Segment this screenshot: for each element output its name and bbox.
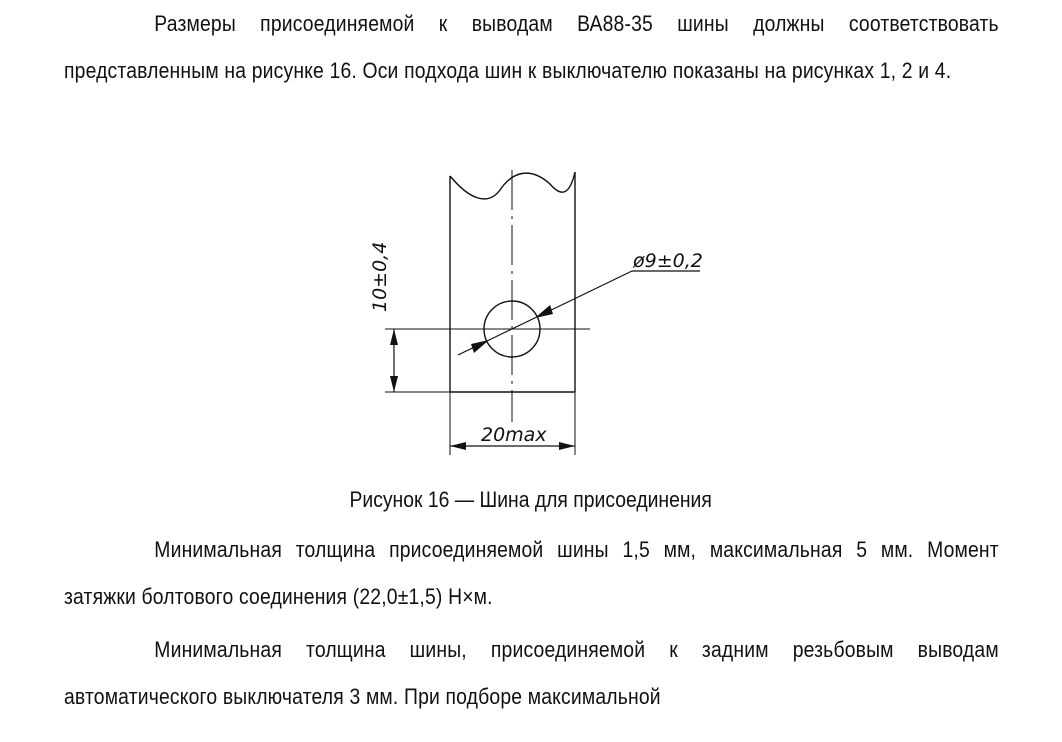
width-arrow-right [559,442,575,450]
diameter-arrow-inner [471,340,489,353]
mounting-hole [484,301,540,357]
figure-caption: Рисунок 16 — Шина для присоединения [349,487,713,512]
diameter-leader-line [458,271,632,355]
paragraph-rear-terminals: Минимальная толщина шины, присоединяемой к задним резьбовым выводам автоматического выключателя 3 мм. При подборе максимальной [64,637,999,709]
paragraph-busbar-thickness: Минимальная толщина присоединяемой шины 1,5 мм, максимальная 5 мм. Момент затяжки болтового соединения (22,0±1,5) Н×м. [64,537,999,609]
paragraph-busbar-dimensions: Размеры присоединяемой к выводам ВА88-35 шины должны соответствовать представленным на рисунке 16. Оси подхода шин к выключателю показаны на рисунках 1, 2 и 4. [64,11,999,83]
busbar-break-line [450,172,575,199]
diameter-arrow-outer [535,305,553,318]
width-arrow-left [450,442,466,450]
height-dimension-label: 10±0,4 [369,241,391,312]
height-arrow-bottom [390,376,398,392]
height-arrow-top [390,329,398,345]
width-dimension-label: 20max [481,424,547,446]
diameter-dimension-label: ø9±0,2 [633,250,703,272]
